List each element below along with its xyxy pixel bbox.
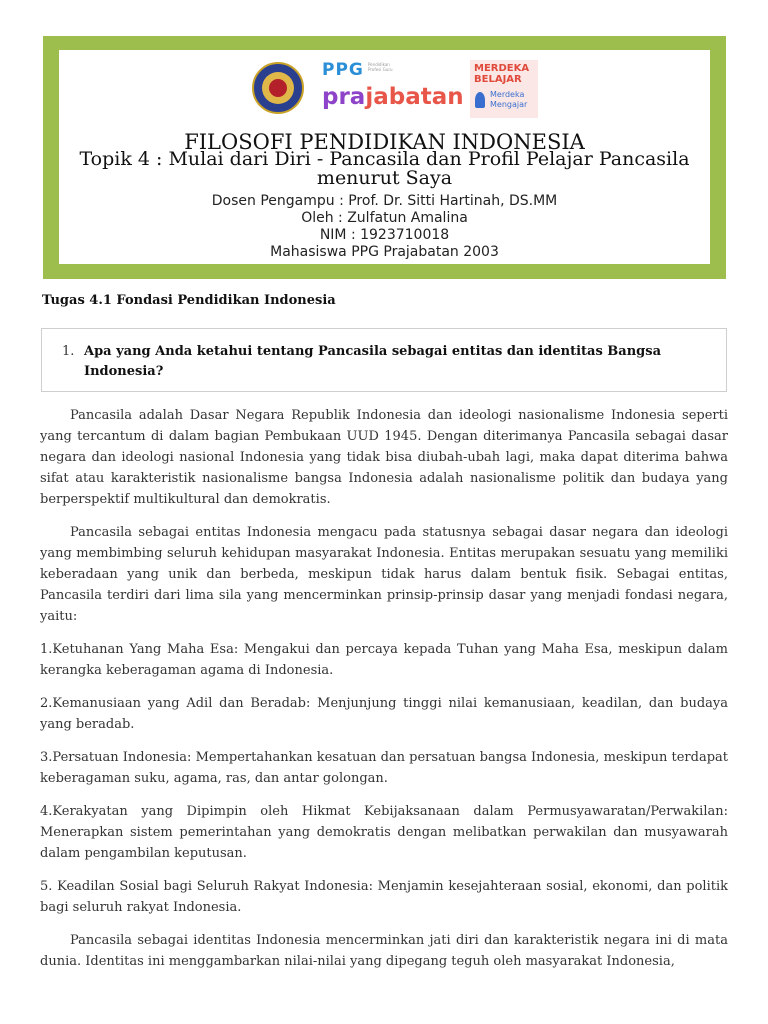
document-subtitle: Topik 4 : Mulai dari Diri - Pancasila dan Profil Pelajar Pancasila menurut Saya xyxy=(79,148,690,189)
document-body xyxy=(40,405,728,984)
merdeka-text: MERDEKA xyxy=(474,63,530,74)
list-item: 3.Persatuan Indonesia: Mempertahankan kesatuan dan persatuan bangsa Indonesia, meskipun terdapat keberagaman suku, agama, ras, dan antar golongan. xyxy=(40,750,728,786)
header-panel xyxy=(59,50,710,264)
seal-core xyxy=(269,79,287,97)
list-item: 1.Ketuhanan Yang Maha Esa: Mengakui dan percaya kepada Tuhan yang Maha Esa, meskipun dalam kerangka keberagaman agama di Indonesia. xyxy=(40,642,728,678)
university-seal-logo xyxy=(252,62,304,114)
author-info xyxy=(59,193,710,261)
header-frame xyxy=(43,36,726,279)
question-box xyxy=(41,328,727,392)
merdeka-mengajar-text-1: Merdeka xyxy=(490,90,525,99)
paragraph: Pancasila adalah Dasar Negara Republik Indonesia dan ideologi nasionalisme Indonesia seperti yang tercantum di dalam bagian Pembukaan UUD 1945. Dengan diterimanya Pancasila sebagai dasar negara dan ideologi nasional Indonesia yang tidak bisa diubah-ubah lagi, maka dapat diterima bahwa sifat atau karakteristik nasionalisme bangsa Indonesia adalah nasionalisme politik dan budaya yang berperspektif multikultural dan demokratis. xyxy=(40,408,728,507)
list-item: 2.Kemanusiaan yang Adil dan Beradab: Menjunjung tinggi nilai kemanusiaan, keadilan, dan budaya yang beradab. xyxy=(40,696,728,732)
ppg-logo-subtext: Pendidikan Profesi Guru xyxy=(368,62,393,72)
ppg-logo-text: PPG xyxy=(322,60,364,80)
question-number: 1. xyxy=(62,344,75,359)
list-item: 5. Keadilan Sosial bagi Seluruh Rakyat Indonesia: Menjamin kesejahteraan sosial, ekonomi, dan politik bagi seluruh rakyat Indonesia. xyxy=(40,879,728,915)
belajar-text: BELAJAR xyxy=(474,74,522,85)
task-heading: Tugas 4.1 Fondasi Pendidikan Indonesia xyxy=(42,293,336,308)
document-title: FILOSOFI PENDIDIKAN INDONESIA xyxy=(184,130,585,154)
student-line: Mahasiswa PPG Prajabatan 2003 xyxy=(270,244,499,260)
merdeka-mengajar-text-2: Mengajar xyxy=(490,100,528,109)
list-item: 4.Kerakyatan yang Dipimpin oleh Hikmat Kebijaksanaan dalam Permusyawaratan/Perwakilan: Menerapkan sistem pemerintahan yang demokratis dengan melibatkan perwakilan dan musyawarah dalam pengambilan keputusan. xyxy=(40,804,728,861)
paragraph: Pancasila sebagai entitas Indonesia mengacu pada statusnya sebagai dasar negara dan ideologi yang membimbing seluruh kehidupan masyarakat Indonesia. Entitas merupakan sesuatu yang memiliki keberadaan yang unik dan berbeda, meskipun tidak harus dalam bentuk fisik. Sebagai entitas, Pancasila terdiri dari lima sila yang mencerminkan prinsip-prinsip dasar yang menjadi fondasi negara, yaitu: xyxy=(40,525,728,624)
nim-line: NIM : 1923710018 xyxy=(319,227,450,243)
logo-row xyxy=(252,60,552,120)
prajabatan-a: pra xyxy=(322,84,366,110)
paragraph: Pancasila sebagai identitas Indonesia mencerminkan jati diri dan karakteristik negara ini di mata dunia. Identitas ini menggambarkan nilai-nilai yang dipegang teguh oleh masyarakat Indonesia, xyxy=(40,933,728,969)
merdeka-mengajar-icon xyxy=(475,92,485,108)
merdeka-belajar-logo xyxy=(470,60,538,118)
prajabatan-b: jabatan xyxy=(365,84,464,110)
ppg-prajabatan-logo xyxy=(322,60,464,110)
question-text: Apa yang Anda ketahui tentang Pancasila sebagai entitas dan identitas Bangsa Indonesia? xyxy=(84,344,662,379)
prajabatan-logo-text xyxy=(322,84,464,110)
lecturer-line: Dosen Pengampu : Prof. Dr. Sitti Hartinah, DS.MM xyxy=(211,193,558,209)
author-line: Oleh : Zulfatun Amalina xyxy=(301,210,468,226)
